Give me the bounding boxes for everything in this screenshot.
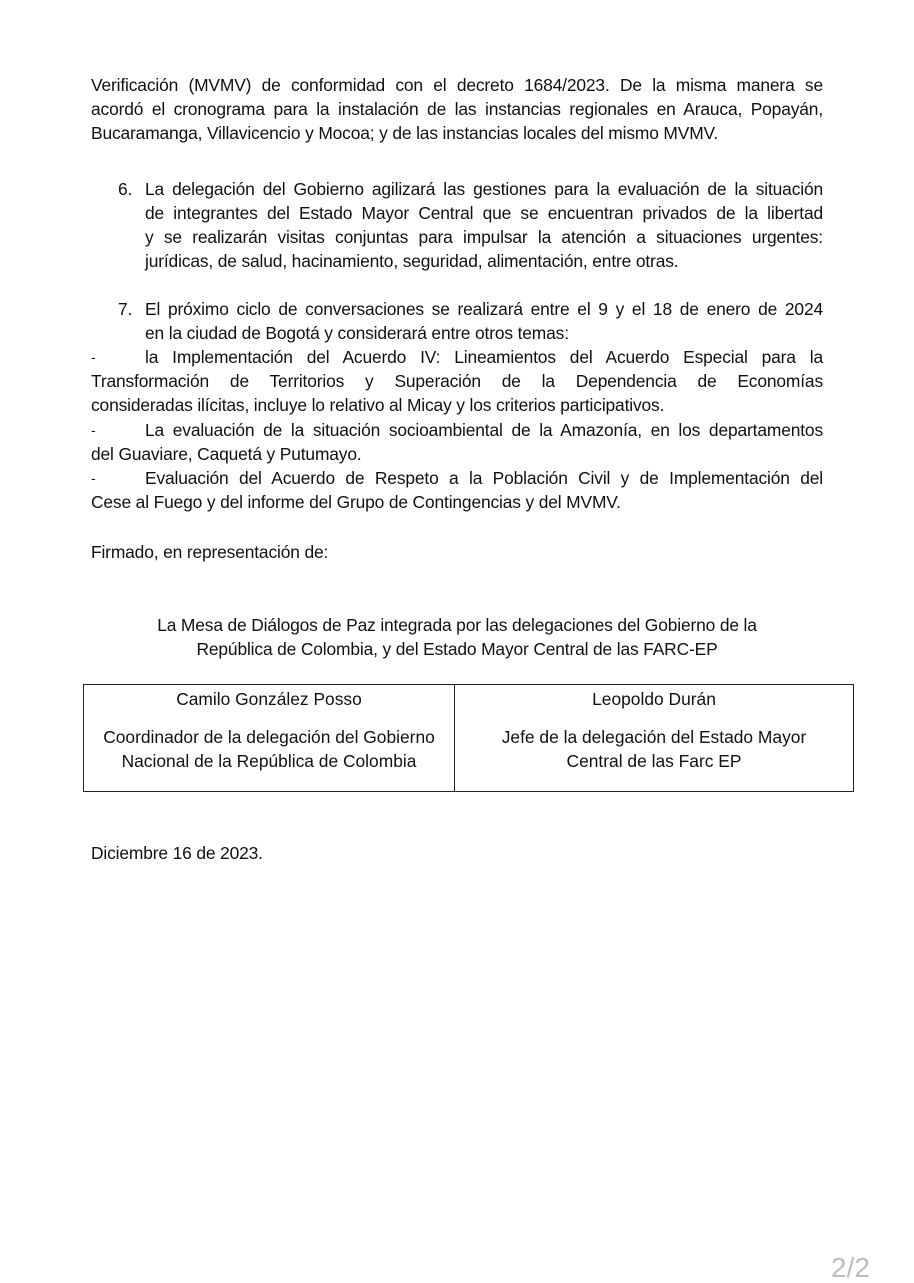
text-line: Evaluación del Acuerdo de Respeto a la Población Civil y de Implementación del — [145, 468, 823, 488]
mesa-statement — [91, 613, 823, 661]
signatory-name: Camilo González Posso — [176, 689, 362, 709]
bullet-item — [91, 466, 823, 514]
text-line: acordó el cronograma para la instalación de las instancias regionales en Arauca, Popayán, — [91, 99, 823, 119]
page-indicator: 2/2 — [831, 1252, 870, 1283]
text-line: y se realizarán visitas conjuntas para impulsar la atención a situaciones urgentes: — [145, 227, 823, 247]
text-line: La Mesa de Diálogos de Paz integrada por las delegaciones del Gobierno de la — [157, 615, 757, 635]
text-line: Cese al Fuego y del informe del Grupo de Contingencias y del MVMV. — [91, 492, 621, 512]
signed-label: Firmado, en representación de: — [91, 542, 329, 562]
text-line: La delegación del Gobierno agilizará las gestiones para la evaluación de la situación — [145, 179, 823, 199]
item-text — [145, 177, 823, 273]
text-line: del Guaviare, Caquetá y Putumayo. — [91, 444, 362, 464]
text-line: en la ciudad de Bogotá y considerará entre otros temas: — [145, 323, 569, 343]
signatory-government — [84, 685, 455, 792]
bullet-item — [91, 418, 823, 466]
item-number: 6. — [118, 179, 133, 199]
signatory-role-line: Central de las Farc EP — [566, 751, 742, 771]
text-line: El próximo ciclo de conversaciones se realizará entre el 9 y el 18 de enero de 2024 — [145, 299, 823, 319]
signatory-role-line: Nacional de la República de Colombia — [121, 751, 417, 771]
text-line: jurídicas, de salud, hacinamiento, seguridad, alimentación, entre otras. — [145, 251, 679, 271]
text-line: Verificación (MVMV) de conformidad con el decreto 1684/2023. De la misma manera se — [91, 75, 823, 95]
text-line: la Implementación del Acuerdo IV: Lineamientos del Acuerdo Especial para la — [145, 347, 823, 367]
bullet-item — [91, 345, 823, 417]
dash-bullet-icon: - — [91, 349, 96, 365]
item-number: 7. — [118, 299, 133, 319]
text-line: de integrantes del Estado Mayor Central que se encuentran privados de la libertad — [145, 203, 823, 223]
signatory-role-line: Coordinador de la delegación del Gobierno — [103, 727, 435, 747]
text-line: República de Colombia, y del Estado Mayor Central de las FARC-EP — [196, 639, 718, 659]
intro-paragraph — [91, 73, 823, 145]
document-date: Diciembre 16 de 2023. — [91, 843, 263, 863]
signatory-emc — [455, 685, 854, 792]
item-text — [145, 297, 823, 345]
dash-bullet-icon: - — [91, 422, 96, 438]
text-line: La evaluación de la situación socioambiental de la Amazonía, en los departamentos — [145, 420, 823, 440]
text-line: Bucaramanga, Villavicencio y Mocoa; y de las instancias locales del mismo MVMV. — [91, 123, 719, 143]
dash-bullet-icon: - — [91, 470, 96, 486]
text-line: Transformación de Territorios y Superación de la Dependencia de Economías — [91, 371, 823, 391]
signatory-name: Leopoldo Durán — [592, 689, 716, 709]
signatory-role-line: Jefe de la delegación del Estado Mayor — [501, 727, 807, 747]
text-line: consideradas ilícitas, incluye lo relativo al Micay y los criterios participativos. — [91, 395, 665, 415]
signatures-table — [83, 684, 854, 792]
